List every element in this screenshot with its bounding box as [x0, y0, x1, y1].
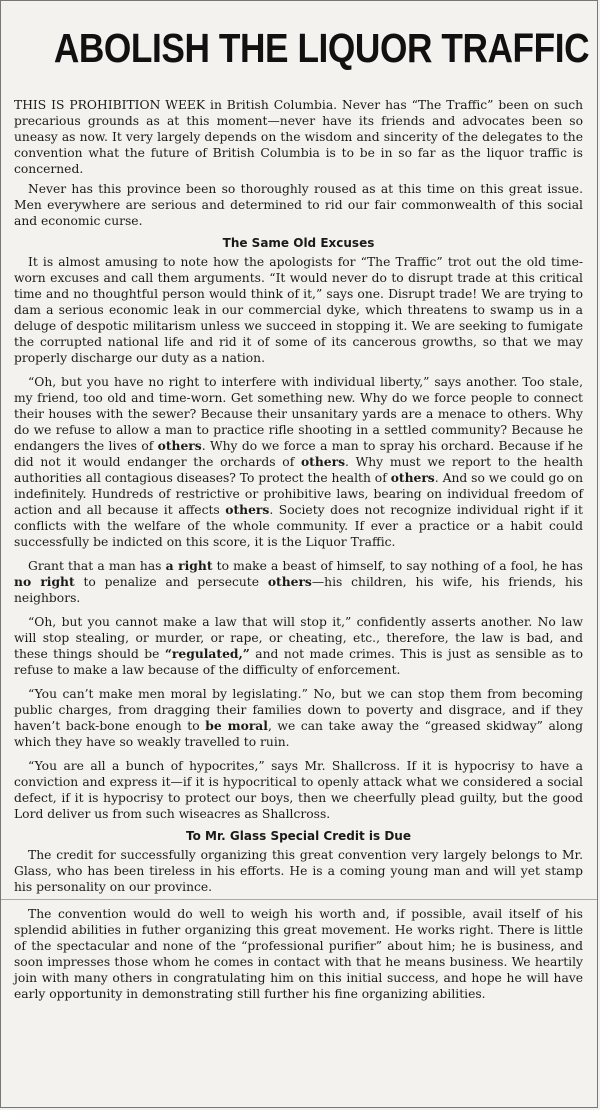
article-body	[14, 97, 583, 1002]
emphasis-be-moral: be moral	[205, 718, 268, 733]
paragraph-individual-liberty	[14, 374, 583, 550]
paragraph-moral-legislating	[14, 686, 583, 750]
text-run: Grant that a man has	[28, 559, 166, 573]
fold-line-divider	[1, 899, 597, 900]
text-run: “You can’t make men moral by legislating.” No, but we can stop them from becoming public charges, from dragging their families down to poverty and disgrace, and if they haven’t back-bone enough to	[14, 687, 583, 733]
emphasis-others: others	[267, 574, 312, 589]
text-run: to penalize and persecute	[74, 575, 268, 589]
subheading-same-old-excuses: The Same Old Excuses	[222, 236, 375, 250]
text-run: and not made crimes. This is just as sensible as to refuse to make a law because of the difficulty of enforcement.	[14, 647, 584, 677]
text-run: to make a beast of himself, to say nothing of a fool, he has	[212, 559, 583, 573]
subheading-mr-glass: To Mr. Glass Special Credit is Due	[186, 829, 411, 843]
paragraph-province-roused: Never has this province been so thoroughly roused as at this time on this great issue. Men everywhere are serious and determined to rid our fair commonwealth of this social and economic curse.	[14, 182, 583, 228]
emphasis-others: others	[390, 470, 435, 485]
text-run: . And so we could go on indefinitely. Hundreds of restrictive or prohibitive laws, bearing on individual freedom of action and all because it affects	[14, 471, 583, 517]
emphasis-others: others	[225, 502, 270, 517]
paragraph-intro: THIS IS PROHIBITION WEEK in British Columbia. Never has “The Traffic” been on such precarious grounds as at this moment—never have its friends and advocates been so uneasy as now. It very largely depends on the wisdom and sincerity of the delegates to the convention what the future of British Columbia is to be in so far as the liquor traffic is concerned.	[14, 98, 583, 176]
emphasis-regulated: “regulated,”	[164, 646, 250, 661]
text-run: “Oh, but you cannot make a law that will stop it,” confidently asserts another. No law will stop stealing, or murder, or rape, or cheating, etc., therefore, the law is bad, and these things should be	[14, 615, 583, 661]
paragraph-credit-mr-glass: The credit for successfully organizing this great convention very largely belongs to Mr. Glass, who has been tireless in his efforts. He is a coming young man and will yet stamp his personality on our province.	[14, 848, 583, 894]
text-run: . Why do we force a man to spray his orchard. Because if he did not it would endanger the orchards of	[14, 439, 583, 469]
headline: ABOLISH THE LIQUOR TRAFFIC	[53, 25, 590, 71]
text-run: , we can take away the “greased skidway” along which they have so weakly travelled to ruin.	[14, 719, 583, 749]
emphasis-a-right: a right	[165, 558, 213, 573]
paragraph-excuses: It is almost amusing to note how the apologists for “The Traffic” trot out the old time-worn excuses and call them arguments. “It would never do to disrupt trade at this critical time and no thoughtful person would think of it,” says one. Disrupt trade! We are trying to dam a serious economic leak in our commercial dyke, which threatens to swamp us in a deluge of despotic militarism unless we succeed in stopping it. We are seeking to fumigate the corrupted national life and rid it of some of its cancerous growths, so that we may properly discharge our duty as a nation.	[14, 255, 583, 365]
paragraph-right-to-beast	[14, 558, 583, 606]
text-run: “Oh, but you have no right to interfere with individual liberty,” says another. Too stale, my friend, too old and time-worn. Get something new. Why do we force people to connect their houses with the sewer? Because their unsanitary yards are a menace to others. Why do we refuse to allow a man to practice rifle shooting in a settled community? Because he endangers the lives of	[14, 375, 583, 453]
emphasis-no-right: no right	[14, 574, 75, 589]
text-run: —his children, his wife, his friends, his neighbors.	[14, 575, 583, 605]
text-run: . Society does not recognize individual right if it conflicts with the welfare of the whole community. If ever a practice or a habit could successfully be indicted on this score, it is the Liquor Traffic.	[14, 503, 583, 549]
paragraph-hypocrites: “You are all a bunch of hypocrites,” says Mr. Shallcross. If it is hypocrisy to have a conviction and express it—if it is hypocritical to openly attack what we considered a social defect, if it is hypocrisy to protect our boys, then we cheerfully plead guilty, but the good Lord deliver us from such wiseacres as Shallcross.	[14, 759, 583, 821]
paragraph-convention-weigh: The convention would do well to weigh his worth and, if possible, avail itself of his splendid abilities in futher organizing this great movement. He works right. There is little of the spectacular and none of the “professional purifier” about him; he is business, and soon impresses those whom he comes in contact with that he means business. We heartily join with many others in congratulating him on this initial success, and hope he will have early opportunity in demonstrating still further his fine organizing abilities.	[14, 907, 583, 1001]
emphasis-others: others	[300, 454, 346, 469]
text-run: . Why must we report to the health authorities all contagious diseases? To protect the health of	[14, 455, 583, 485]
paragraph-cannot-make-law	[14, 614, 583, 678]
emphasis-others: others	[157, 438, 202, 453]
